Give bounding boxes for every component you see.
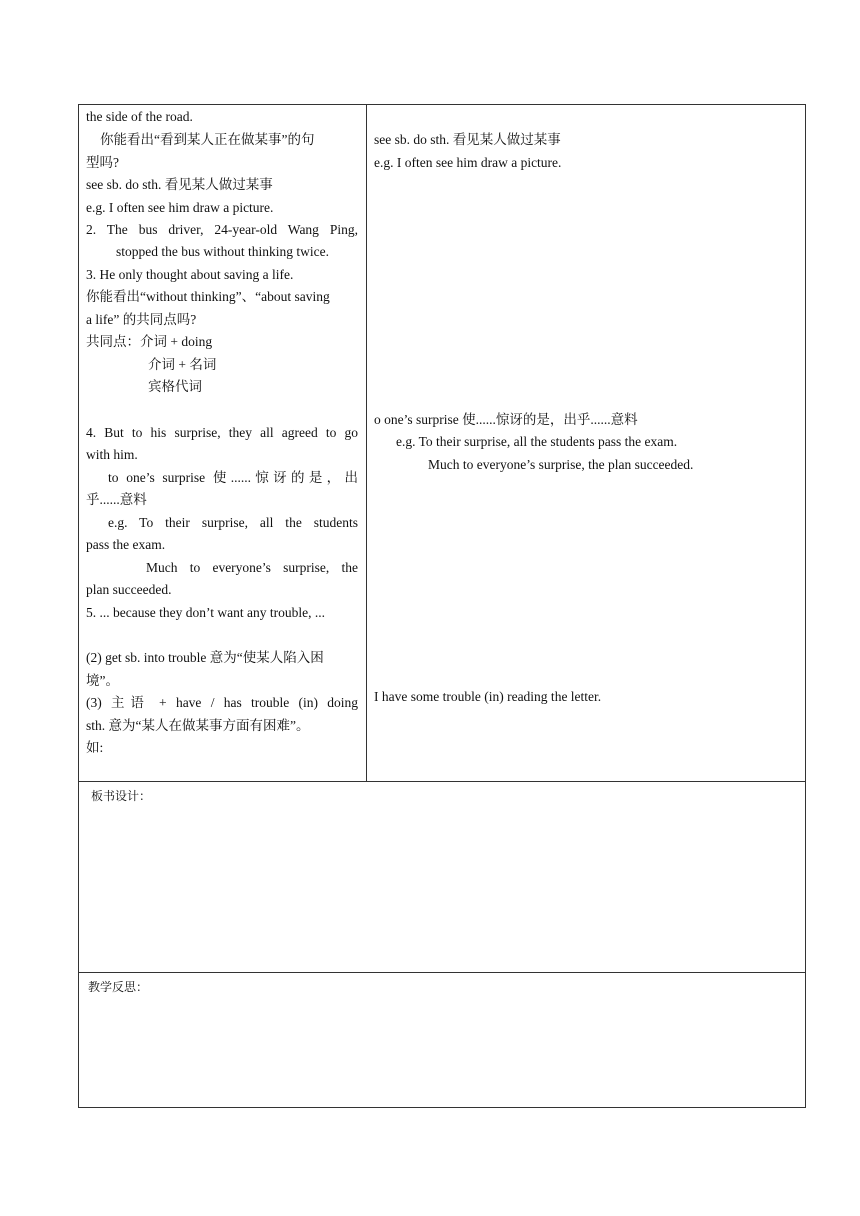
board-design-row	[79, 782, 805, 973]
text-line: 介词 + 名词	[148, 357, 217, 372]
left-column	[79, 105, 367, 781]
text-line: e.g. To their surprise, all the students pass the exam.	[396, 434, 678, 449]
text-line: o one’s surprise 使......惊讶的是，出乎......意料	[374, 412, 638, 427]
text-line: 型吗?	[86, 155, 119, 170]
text-line: 4. But to his surprise, they all agreed to go	[86, 425, 358, 440]
right-column	[367, 105, 805, 781]
notes-row	[79, 105, 805, 782]
text-line: e.g. To their surprise, all the students	[108, 515, 358, 530]
text-line: stopped the bus without thinking twice.	[116, 244, 329, 259]
text-line: sth. 意为“某人在做某事方面有困难”。	[86, 718, 310, 733]
text-line: 3. He only thought about saving a life.	[86, 267, 294, 282]
text-line: 如:	[86, 740, 104, 755]
text-line: 5. ... because they don’t want any trouble, ...	[86, 605, 325, 620]
text-line: the side of the road.	[86, 109, 193, 124]
text-line: a life” 的共同点吗?	[86, 312, 197, 327]
text-line: 你能看出“without thinking”、“about saving	[86, 289, 330, 304]
text-line: 你能看出“看到某人正在做某事”的句	[100, 132, 315, 147]
board-design-label: 板书设计：	[91, 789, 152, 803]
text-line: with him.	[86, 447, 138, 462]
text-line: see sb. do sth. 看见某人做过某事	[374, 132, 561, 147]
text-line: pass the exam.	[86, 537, 166, 552]
text-line: plan succeeded.	[86, 582, 172, 597]
text-line: 2. The bus driver, 24-year-old Wang Ping,	[86, 222, 358, 237]
lesson-table	[78, 104, 806, 1108]
text-line: (3) 主语 + have / has trouble (in) doing	[86, 695, 358, 710]
text-line: Much to everyone’s surprise, the	[146, 560, 358, 575]
text-line: 境”。	[86, 673, 119, 688]
text-line: 乎......意料	[86, 492, 147, 507]
text-line: 宾格代词	[148, 379, 202, 394]
text-line: (2) get sb. into trouble 意为“使某人陷入困	[86, 650, 324, 665]
text-line: e.g. I often see him draw a picture.	[374, 155, 562, 170]
teaching-reflection-row	[79, 973, 805, 1107]
text-line: Much to everyone’s surprise, the plan succeeded.	[428, 457, 694, 472]
teaching-reflection-label: 教学反思：	[88, 980, 149, 994]
text-line: to one’s surprise 使......惊讶的是，出	[108, 470, 358, 485]
text-line: I have some trouble (in) reading the letter.	[374, 689, 602, 704]
text-line: 共同点：介词 + doing	[86, 334, 213, 349]
text-line: see sb. do sth. 看见某人做过某事	[86, 177, 273, 192]
text-line: e.g. I often see him draw a picture.	[86, 200, 274, 215]
